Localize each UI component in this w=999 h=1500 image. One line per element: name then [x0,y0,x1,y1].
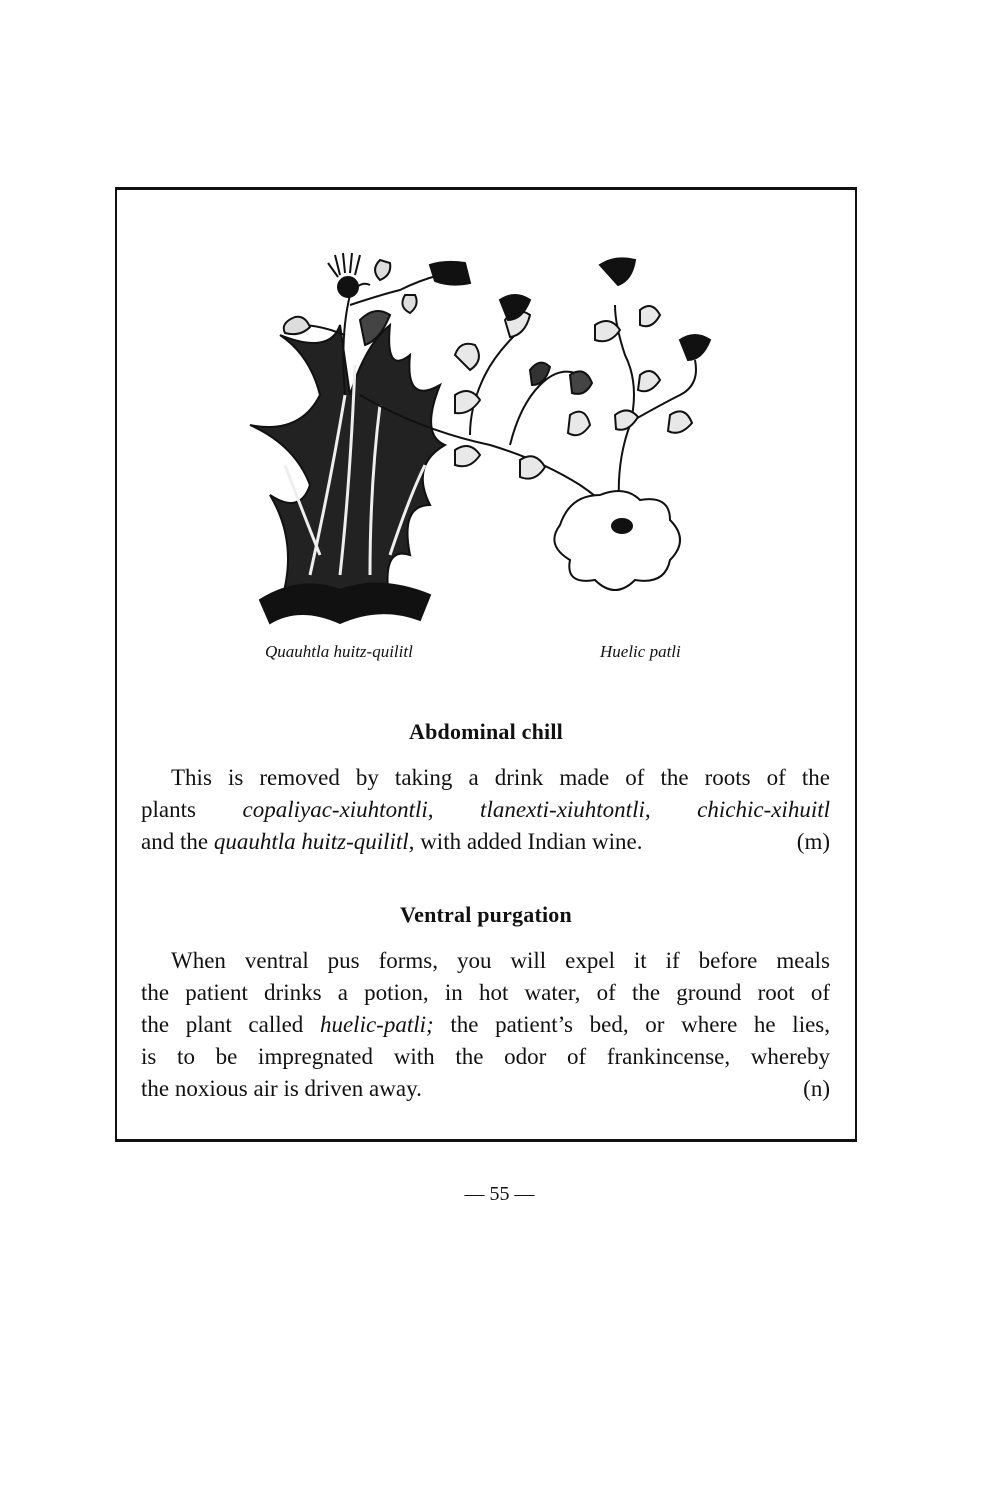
page-number: — 55 — [464,1183,535,1205]
huelic-patli-drawing [455,258,710,590]
paragraph-abdominal-chill [141,762,830,858]
paragraph-line: the plant called huelic-patli; the patient’s bed, or where he lies, [141,1012,830,1037]
note-marker-m: (m) [796,829,830,854]
note-marker-n: (n) [803,1076,830,1101]
paragraph-ventral-purgation [141,945,830,1105]
heading-ventral-purgation: Ventral purgation [400,902,572,927]
caption-quauhtla-huitz-quilitl: Quauhtla huitz-quilitl [265,642,413,661]
paragraph-line: the noxious air is driven away. (n) [141,1073,830,1105]
plant-illustration [240,245,720,625]
paragraph-line: the patient drinks a potion, in hot water, of the ground root of [141,980,830,1005]
quauhtla-huitz-quilitl-drawing [250,253,470,623]
paragraph-line: and the quauhtla huitz-quilitl, with added Indian wine. (m) [141,826,830,858]
caption-huelic-patli: Huelic patli [600,642,681,661]
paragraph-line: This is removed by taking a drink made of the roots of the [171,765,830,790]
paragraph-line: plants copaliyac-xiuhtontli, tlanexti-xiuhtontli, chichic-xihuitl [141,797,830,822]
paragraph-line: When ventral pus forms, you will expel it if before meals [171,948,830,973]
heading-abdominal-chill: Abdominal chill [409,719,563,744]
paragraph-line: is to be impregnated with the odor of frankincense, whereby [141,1044,830,1069]
